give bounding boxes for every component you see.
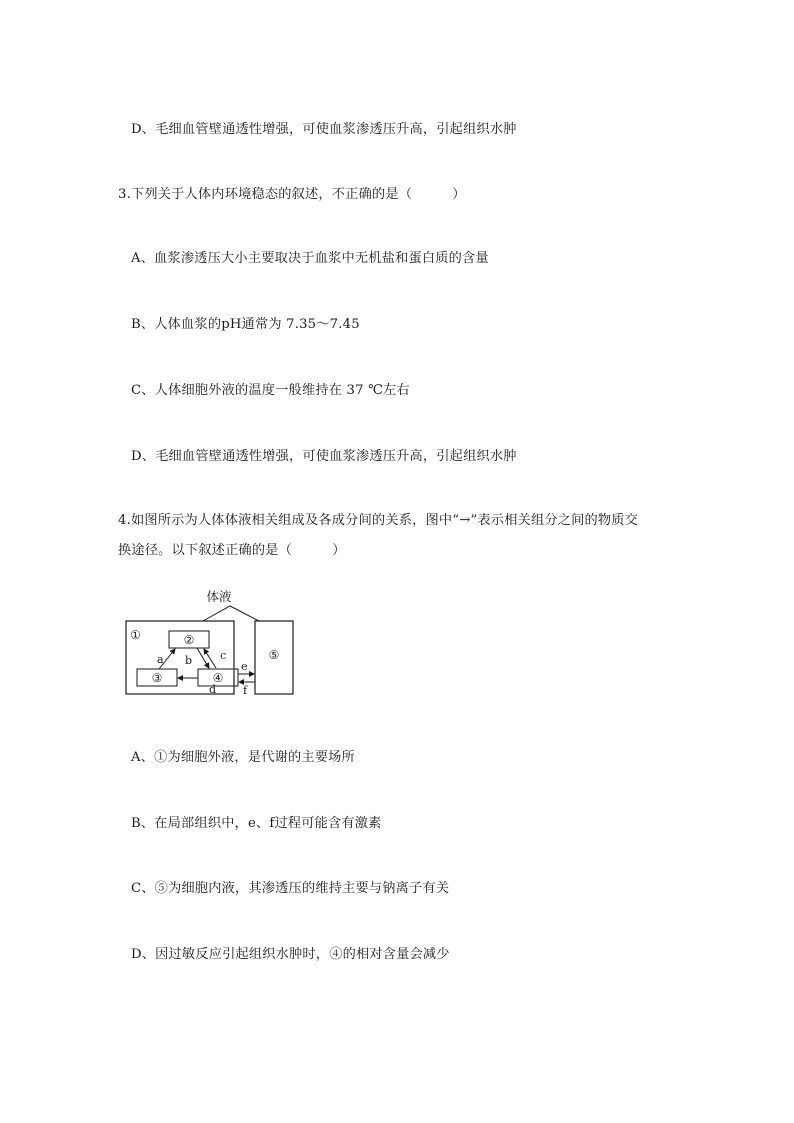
diagram-bracket <box>203 606 259 621</box>
question-3-option-c: C、人体细胞外液的温度一般维持在 37 ℃左右 <box>131 383 410 398</box>
arrow-b <box>197 648 209 668</box>
arrow-e-label: e <box>241 660 248 673</box>
question-4-stem-line-1: 4.如图所示为人体体液相关组成及各成分间的关系，图中“→”表示相关组分之间的物质交 <box>118 513 639 528</box>
label-3: ③ <box>151 671 163 685</box>
label-5: ⑤ <box>268 648 280 662</box>
question-3-option-d: D、毛细血管壁通透性增强，可使血浆渗透压升高，引起组织水肿 <box>131 449 517 464</box>
body-fluid-diagram <box>125 588 305 700</box>
label-2: ② <box>183 633 195 647</box>
question-3-stem: 3.下列关于人体内环境稳态的叙述，不正确的是（ ） <box>118 187 466 202</box>
prev-question-option-d: D、毛细血管壁通透性增强，可使血浆渗透压升高，引起组织水肿 <box>131 122 517 137</box>
question-4-option-c: C、⑤为细胞内液，其渗透压的维持主要与钠离子有关 <box>131 881 450 896</box>
question-4-option-b: B、在局部组织中，e、f过程可能含有激素 <box>131 816 382 831</box>
arrow-c-label: c <box>220 649 227 662</box>
arrow-b-label: b <box>185 654 193 667</box>
arrow-d-label: d <box>209 683 217 696</box>
question-4-option-d: D、因过敏反应引起组织水肿时，④的相对含量会减少 <box>131 947 450 962</box>
label-4: ④ <box>212 671 224 685</box>
arrow-c <box>204 649 216 668</box>
question-3-option-b: B、人体血浆的pH通常为 7.35～7.45 <box>131 317 360 332</box>
label-1: ① <box>130 628 141 642</box>
question-4-stem-line-2: 换途径。以下叙述正确的是（ ） <box>118 543 346 558</box>
diagram-title: 体液 <box>206 589 232 604</box>
arrow-f-label: f <box>243 684 248 697</box>
arrow-a-label: a <box>157 653 164 666</box>
question-3-option-a: A、血浆渗透压大小主要取决于血浆中无机盐和蛋白质的含量 <box>131 251 489 266</box>
question-4-option-a: A、①为细胞外液，是代谢的主要场所 <box>131 750 355 765</box>
